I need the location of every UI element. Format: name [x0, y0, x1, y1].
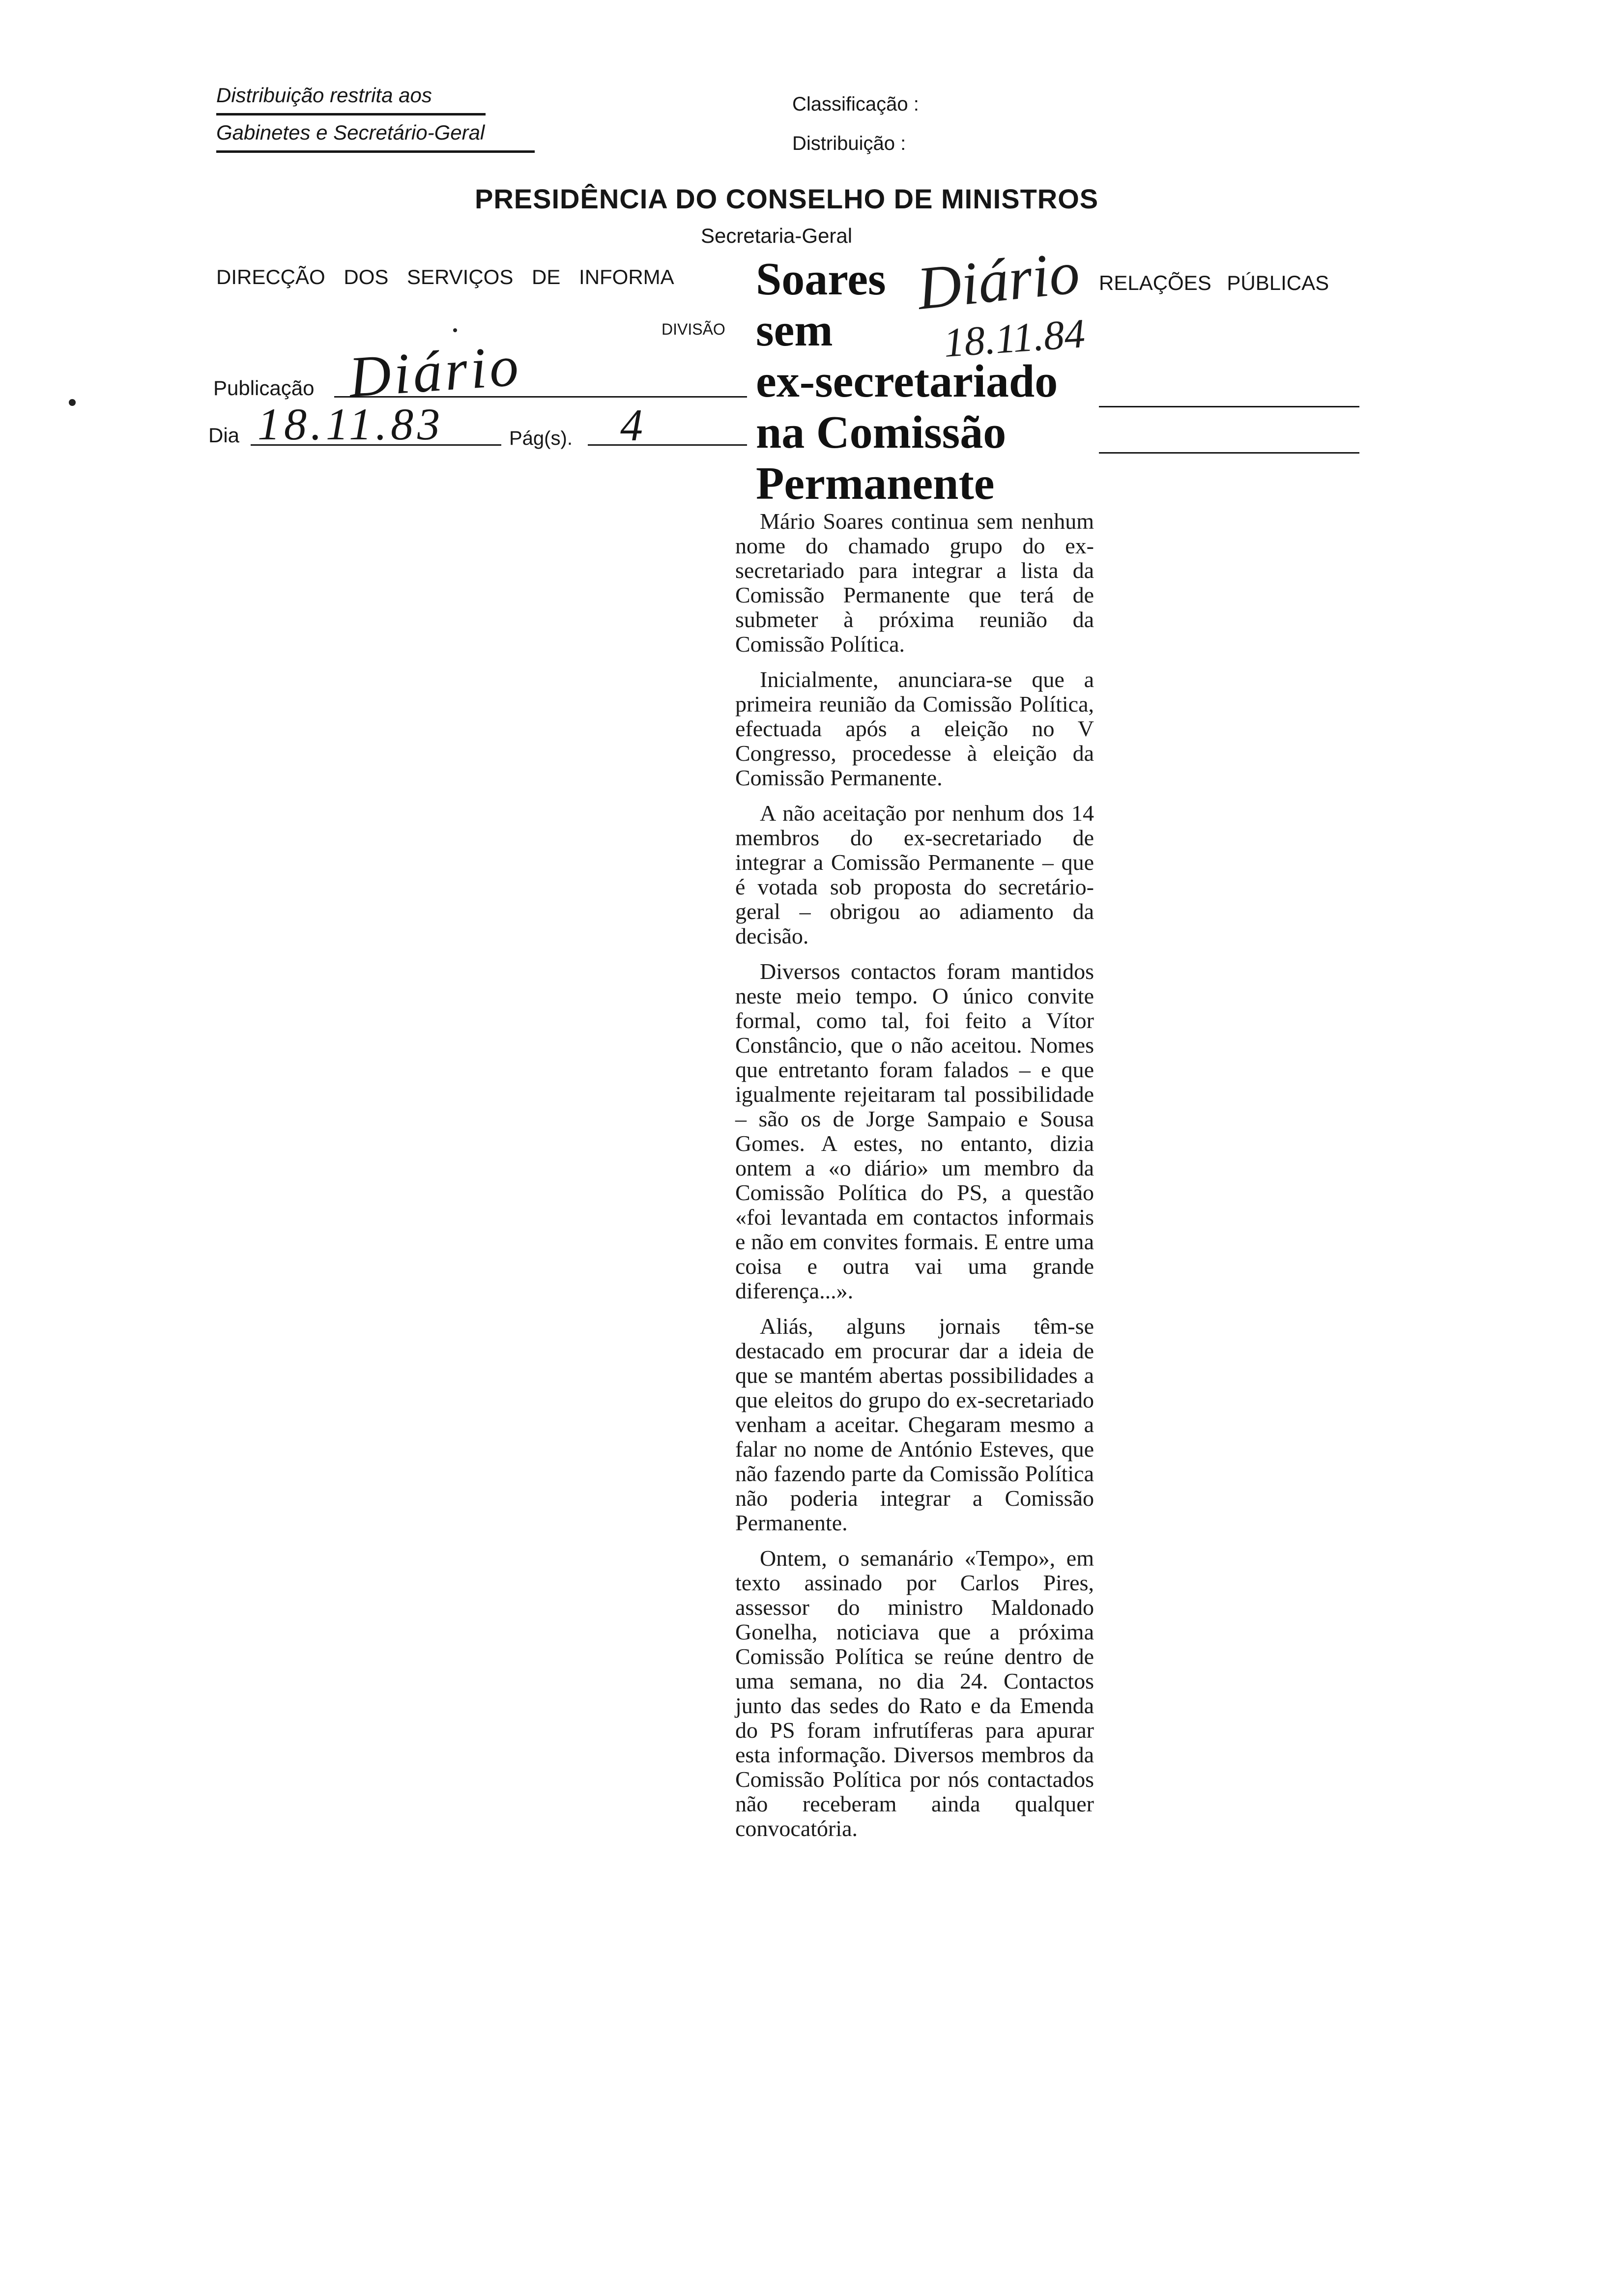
- headline-line: Permanente: [756, 458, 995, 509]
- publicacao-label: Publicação: [213, 376, 315, 400]
- article-paragraph: Aliás, alguns jornais têm-se destacado em procurar dar a ideia de que se mantém abertas possibilidades a que eleitos do grupo do ex-secretariado venham a aceitar. Chegaram mesmo a falar no nome de António Esteves, que não fazendo parte da Comissão Política não poderia integrar a Comissão Permanente.: [735, 1314, 1094, 1535]
- secretaria-geral: Secretaria-Geral: [701, 224, 853, 247]
- org-title: PRESIDÊNCIA DO CONSELHO DE MINISTROS: [475, 183, 1099, 214]
- article-paragraph: Ontem, o semanário «Tempo», em texto assinado por Carlos Pires, assessor do ministro Maldonado Gonelha, noticiava que a próxima Comissão Política se reúne dentro de uma semana, no dia 24. Contactos junto das sedes do Rato e da Emenda do PS foram infrutíferas para apurar esta informação. Diversos membros da Comissão Política por nós contactados não receberam ainda qualquer convocatória.: [735, 1546, 1094, 1841]
- pag-field-line: [588, 444, 747, 446]
- divider: [216, 150, 535, 153]
- publicacao-handwritten-value: Diário: [346, 333, 523, 410]
- bullet-mark: [69, 399, 76, 406]
- article-paragraph: Mário Soares continua sem nenhum nome do chamado grupo do ex-secretariado para integrar a lista da Comissão Permanente que terá de submeter à próxima reunião da Comissão Política.: [735, 509, 1094, 657]
- restricted-distribution-line2: Gabinetes e Secretário-Geral: [216, 121, 485, 144]
- headline-line: Soares: [756, 254, 886, 305]
- article-paragraph: Inicialmente, anunciara-se que a primeira reunião da Comissão Política, efectuada após a eleição no V Congresso, procedesse à eleição da Comissão Permanente.: [735, 667, 1094, 790]
- blank-field-line: [1099, 452, 1359, 454]
- distribution-label: Distribuição :: [792, 133, 906, 154]
- classification-label: Classificação :: [792, 93, 919, 115]
- article-body: [735, 509, 1094, 1852]
- bullet-mark: [453, 328, 457, 332]
- divisao-label: DIVISÃO: [662, 320, 725, 338]
- dia-label: Dia: [208, 424, 240, 447]
- divider: [216, 113, 486, 115]
- headline-line: na Comissão: [756, 407, 1007, 458]
- pag-handwritten-value: 4: [620, 400, 643, 450]
- relacoes-publicas: RELAÇÕES PÚBLICAS: [1099, 271, 1329, 294]
- article-paragraph: Diversos contactos foram mantidos neste meio tempo. O único convite formal, como tal, foi feito a Vítor Constâncio, que o não aceitou. Nomes que entretanto foram falados – e que igualmente rejeitaram tal possibilidade – são os de Jorge Sampaio e Sousa Gomes. A estes, no entanto, dizia ontem a «o diário» um membro da Comissão Política do PS, a questão «foi levantada em contactos informais e não em convites formais. E entre uma coisa e outra vai uma grande diferença...».: [735, 959, 1094, 1303]
- restricted-distribution-line1: Distribuição restrita aos: [216, 84, 432, 107]
- dia-handwritten-value: 18.11.83: [258, 399, 444, 449]
- handwritten-source-annotation: Diário: [914, 238, 1083, 322]
- article-paragraph: A não aceitação por nenhum dos 14 membros do ex-secretariado de integrar a Comissão Permanente – que é votada sob proposta do secretário-geral – obrigou ao adiamento da decisão.: [735, 801, 1094, 948]
- direccao-servicos: DIRECÇÃO DOS SERVIÇOS DE INFORMA: [216, 265, 674, 288]
- handwritten-date-annotation: 18.11.84: [942, 311, 1087, 366]
- headline-line: sem: [756, 305, 833, 356]
- pag-label: Pág(s).: [509, 428, 573, 449]
- blank-field-line: [1099, 406, 1359, 407]
- headline-line: ex-secretariado: [756, 356, 1058, 407]
